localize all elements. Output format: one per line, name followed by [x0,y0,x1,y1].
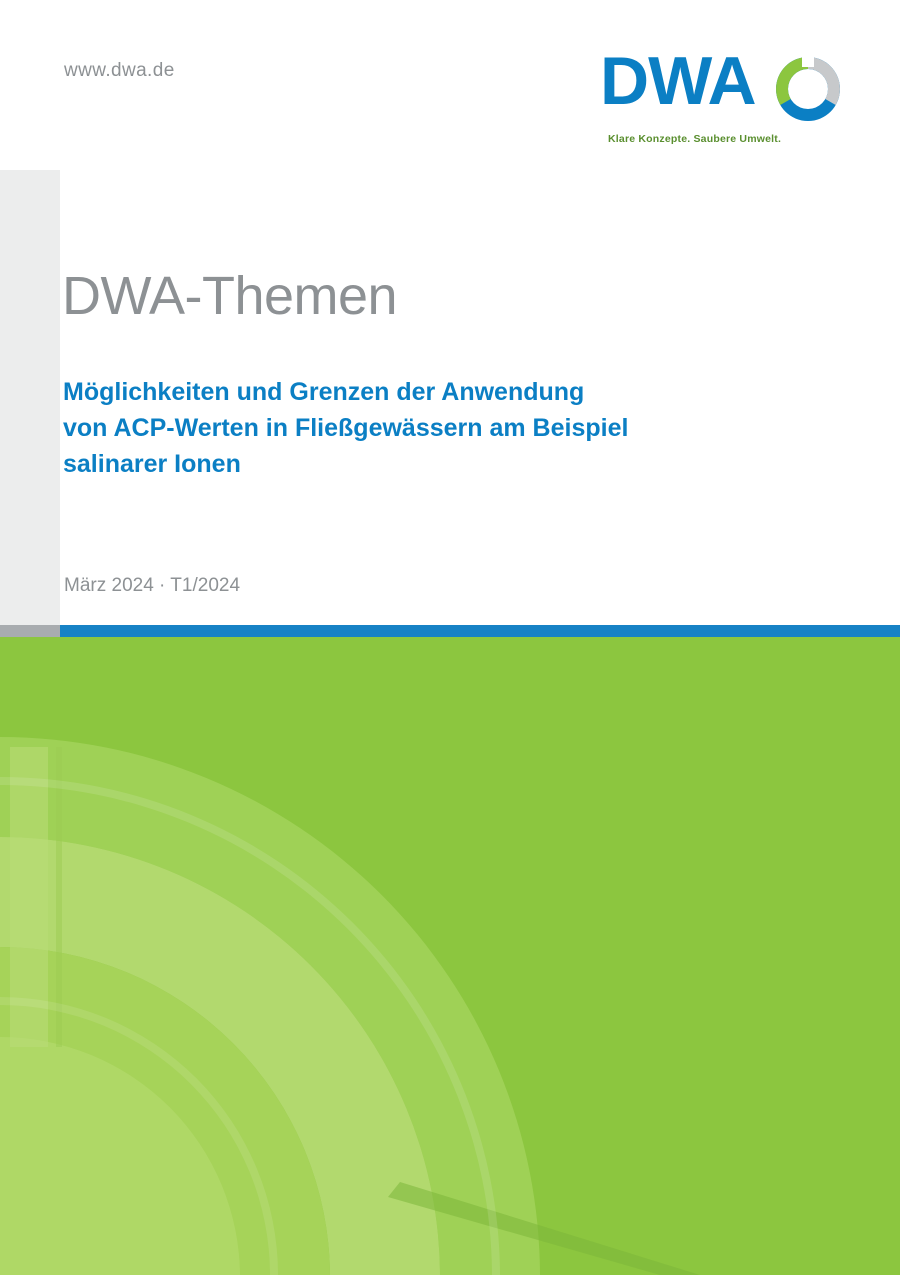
publication-date: März 2024 · T1/2024 [64,575,241,596]
document-title-line-3: salinarer Ionen [63,449,241,478]
left-margin-strip-dark [0,625,60,637]
document-title-line-1: Möglichkeiten und Grenzen der Anwendung [63,378,585,406]
dwa-logo-tagline: Klare Konzepte. Saubere Umwelt. [608,133,782,145]
left-margin-strip [0,170,60,637]
blue-divider-bar [60,625,900,637]
dwa-logo-wordmark: DWA [600,43,756,119]
document-title-line-2: von ACP-Werten in Fließgewässern am Beispiel [63,413,629,442]
document-title [63,375,763,482]
dwa-logo [600,45,850,145]
series-title: DWA-Themen [62,266,398,326]
website-url: www.dwa.de [64,60,175,81]
cover-top-area [0,0,900,637]
dwa-ring-icon [772,53,844,125]
cover-artwork [0,637,900,1275]
